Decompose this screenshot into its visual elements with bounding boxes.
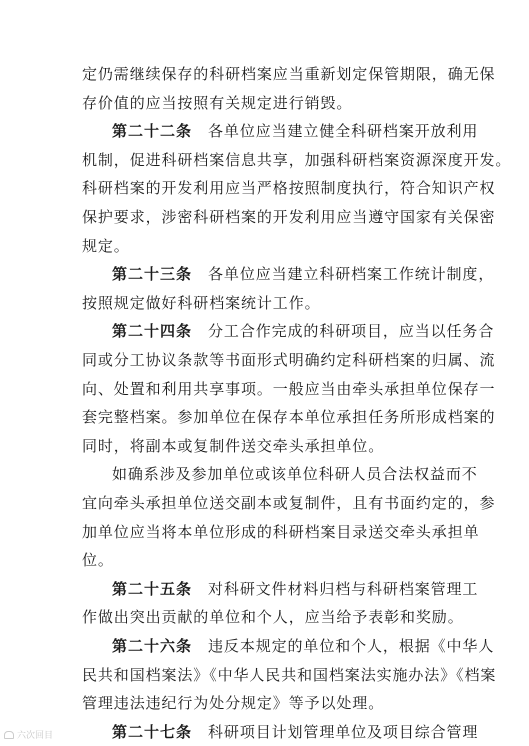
- article-23-first-line: [112, 264, 495, 284]
- text-line: 同时，将副本或复制件送交牵头承担单位。: [82, 436, 385, 455]
- text-line: 按照规定做好科研档案统计工作。: [82, 293, 321, 312]
- text-line: 作做出突出贡献的单位和个人，应当给予表彰和奖励。: [82, 608, 464, 627]
- text-line: 科研档案的开发利用应当严格按照制度执行，符合知识产权: [82, 179, 496, 198]
- text-line: 保护要求，涉密科研档案的开发利用应当遵守国家有关保密: [82, 208, 496, 226]
- article-26-heading: 第二十六条: [112, 637, 193, 655]
- text-line: 分工合作完成的科研项目，应当以任务合: [208, 322, 495, 341]
- text-line: 向、处置和利用共享事项。一般应当由牵头承担单位保存一: [82, 379, 496, 398]
- text-line: 位。: [82, 551, 114, 570]
- text-line: 民共和国档案法》《中华人民共和国档案法实施办法》《档案: [82, 665, 497, 684]
- article-22-first-line: [112, 121, 479, 141]
- text-line: 宜向牵头承担单位送交副本或复制件，且有书面约定的，参: [82, 494, 496, 512]
- text-line: 各单位应当建立科研档案工作统计制度，: [208, 265, 495, 284]
- watermark-logo-icon: [4, 731, 14, 739]
- article-27-heading: 第二十七条: [112, 722, 193, 741]
- watermark: [4, 728, 53, 741]
- text-line: 加单位应当将本单位形成的科研档案目录送交牵头承担单: [82, 522, 480, 541]
- article-23-heading: 第二十三条: [112, 265, 193, 284]
- article-24-heading: 第二十四条: [112, 322, 193, 341]
- text-line: 各单位应当建立健全科研档案开放利用: [208, 122, 479, 141]
- text-line: 规定。: [82, 236, 130, 255]
- text-line: 违反本规定的单位和个人，根据《中华人: [208, 637, 495, 655]
- text-line: 存价值的应当按照有关规定进行销毁。: [82, 93, 353, 112]
- article-25-first-line: [112, 579, 479, 599]
- text-line: 同或分工协议条款等书面形式明确约定科研档案的归属、流: [82, 351, 496, 369]
- text-line: 管理违法违纪行为处分规定》等予以处理。: [82, 694, 385, 713]
- article-27-first-line: [112, 722, 479, 742]
- article-26-first-line: [112, 636, 495, 656]
- text-line: 如确系涉及参加单位或该单位科研人员合法权益而不: [112, 465, 478, 484]
- text-line: 机制，促进科研档案信息共享，加强科研档案资源深度开发。: [82, 150, 512, 169]
- article-24-first-line: [112, 321, 495, 341]
- text-line: 定仍需继续保存的科研档案应当重新划定保管期限，确无保: [82, 65, 496, 83]
- text-line: 科研项目计划管理单位及项目综合管理: [208, 722, 479, 741]
- article-25-heading: 第二十五条: [112, 579, 193, 598]
- article-22-heading: 第二十二条: [112, 122, 193, 141]
- text-line: 套完整档案。参加单位在保存本单位承担任务所形成档案的: [82, 408, 496, 427]
- text-line: 对科研文件材料归档与科研档案管理工: [208, 579, 479, 598]
- watermark-text: 六次回目: [17, 731, 54, 741]
